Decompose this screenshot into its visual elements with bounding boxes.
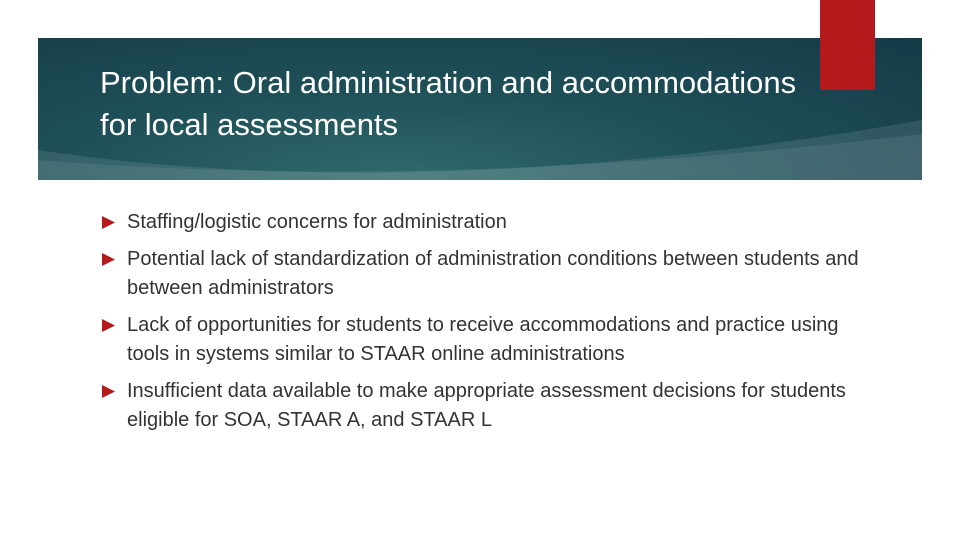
slide-title: Problem: Oral administration and accommodations for local assessments (100, 65, 797, 142)
triangle-right-icon (102, 385, 115, 398)
bullet-text: Insufficient data available to make appropriate assessment decisions for students eligible for SOA, STAAR A, and STAAR L (127, 380, 846, 431)
bullet-item (100, 208, 880, 237)
triangle-right-icon (102, 253, 115, 266)
bullet-text: Staffing/logistic concerns for administration (127, 211, 507, 233)
triangle-right-icon (102, 319, 115, 332)
bullet-item (100, 245, 880, 303)
bullet-text: Lack of opportunities for students to receive accommodations and practice using tools in systems similar to STAAR online administrations (127, 314, 839, 365)
bullet-text: Potential lack of standardization of administration conditions between students and between administrators (127, 248, 859, 299)
bullet-item (100, 377, 880, 435)
bullet-list (100, 208, 880, 443)
bullet-item (100, 311, 880, 369)
red-accent-bar (820, 0, 875, 90)
triangle-right-icon (102, 216, 115, 229)
